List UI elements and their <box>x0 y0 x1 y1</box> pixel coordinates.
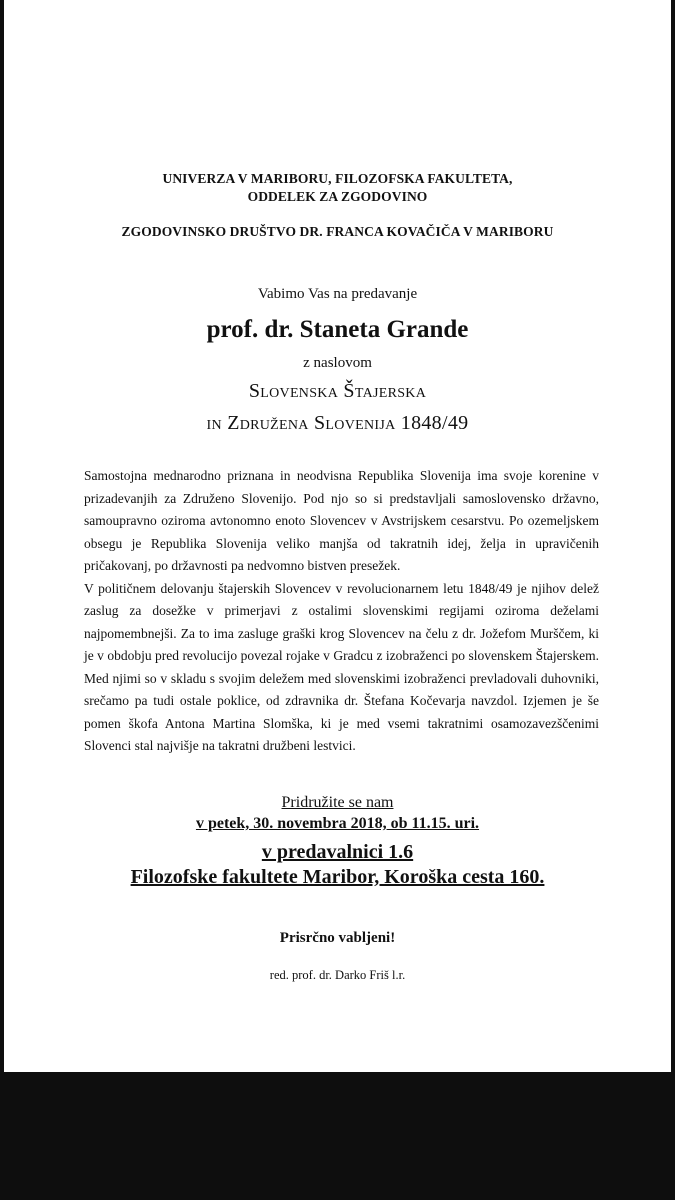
speaker-name: prof. dr. Staneta Grande <box>206 316 469 343</box>
abstract-paragraph-2: V političnem delovanju štajerskih Slovencev v revolucionarnem letu 1848/49 je njihov delež zaslug za dosežke v primerjavi z ostalimi slovenskimi regijami oziroma deželami najpomembnejši. Za to ima zasluge graški krog Slovencev na čelu z dr. Jožefom Murščem, ki je v obdobju pred revolucijo povezal rojake v Gradcu z izobraženci po slovenskem Štajerskem. Med njimi so v skladu s svojim deležem med slovenskimi izobraženci prevladovali duhovniki, srečamo pa tudi ostale poklice, od zdravnika dr. Štefana Kočevarja navzdol. Izjemen je še pomen škofa Antona Martina Slomška, ki je med vsemi takratnimi osamozavezščenimi Slovenci stal najvišje na takratni družbeni lestvici. <box>84 580 599 753</box>
event-address-line <box>4 866 671 889</box>
invitation-line: Vabimo Vas na predavanje <box>257 286 418 302</box>
event-datetime-line <box>4 815 671 833</box>
event-room-line <box>4 841 671 864</box>
join-line <box>4 794 671 812</box>
lecture-abstract <box>84 465 599 758</box>
signature-line: red. prof. dr. Darko Friš l.r. <box>269 968 406 982</box>
event-datetime: v petek, 30. novembra 2018, ob 11.15. uri. <box>195 815 480 832</box>
join-text: Pridružite se nam <box>281 794 394 811</box>
lecture-title-line1: Slovenska Štajerska <box>248 380 427 402</box>
title-intro: z naslovom <box>303 355 372 371</box>
header-department: ODDELEK ZA ZGODOVINO <box>247 189 428 204</box>
header-university: UNIVERZA V MARIBORU, FILOZOFSKA FAKULTETA, <box>162 171 513 186</box>
event-room: v predavalnici 1.6 <box>261 841 414 863</box>
abstract-paragraph-1: Samostojna mednarodno priznana in neodvisna Republika Slovenija ima svoje korenine v prizadevanjih za Združeno Slovenijo. Pod njo so si predstavljali samoslovensko državno, samoupravno oziroma avtonomno enoto Slovencev v Avstrijskem cesarstvu. Po ozemeljskem obsegu je Republika Slovenija veliko manjša od takratnih idej, želja in upravičenih pričakovanj, po državnosti pa nedvomno bistven presežek. <box>84 468 599 573</box>
lecture-title-line2: in Združena Slovenija 1848/49 <box>206 412 469 434</box>
invitation-document <box>4 0 671 1072</box>
closing-line: Prisrčno vabljeni! <box>279 930 396 946</box>
event-address: Filozofske fakultete Maribor, Koroška cesta 160. <box>130 866 545 888</box>
header-society: ZGODOVINSKO DRUŠTVO DR. FRANCA KOVAČIČA V MARIBORU <box>121 224 554 239</box>
